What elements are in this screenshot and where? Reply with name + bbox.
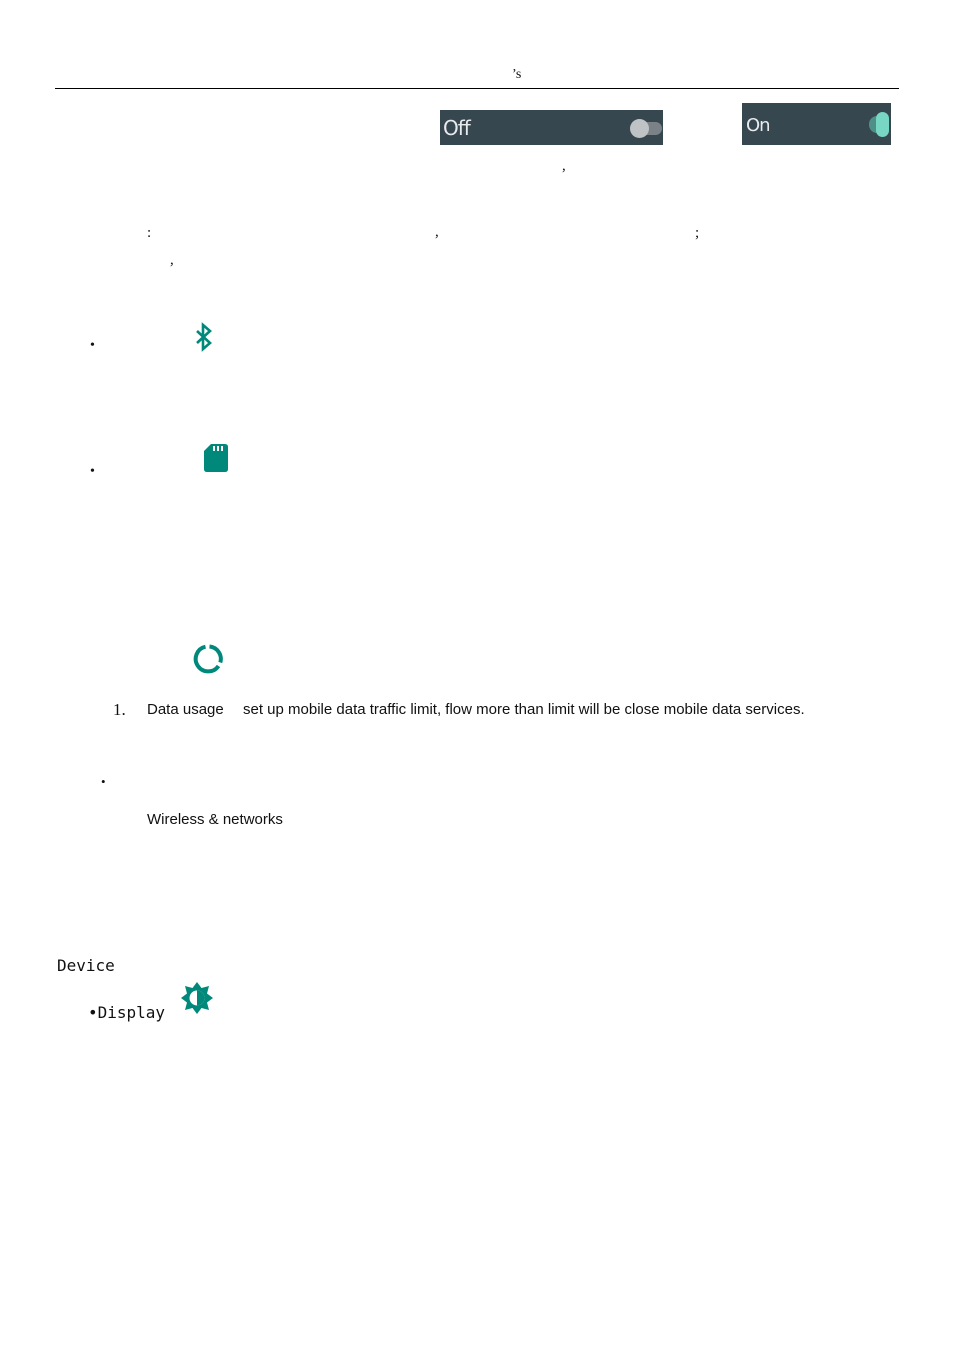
header-text: ’s <box>512 67 522 82</box>
toggle-on-thumb <box>876 112 889 137</box>
colon-mark: : <box>147 225 152 241</box>
list-bullet: • <box>101 774 106 789</box>
toggle-off-label: Off <box>443 116 470 140</box>
data-usage-description: set up mobile data traffic limit, flow more than limit will be close mobile data services. <box>243 701 805 718</box>
data-usage-icon <box>192 643 224 675</box>
toggle-on-label: On <box>746 115 770 136</box>
comma-mark: , <box>435 224 439 240</box>
bluetooth-icon <box>192 322 216 352</box>
list-bullet: • <box>90 338 95 353</box>
comma-mark: , <box>562 158 566 174</box>
toggle-off-example[interactable] <box>440 110 663 145</box>
wireless-networks-label: Wireless & networks <box>147 811 283 828</box>
semicolon-mark: ; <box>695 225 700 241</box>
device-heading: Device <box>57 956 115 975</box>
toggle-on-example[interactable] <box>742 103 891 145</box>
data-usage-title: Data usage <box>147 701 224 718</box>
comma-mark: , <box>170 252 174 268</box>
display-label: •Display <box>88 1003 166 1022</box>
list-bullet: • <box>90 464 95 479</box>
brightness-icon <box>180 981 214 1015</box>
toggle-off-thumb <box>630 119 649 138</box>
header-divider <box>55 88 899 89</box>
list-item-number: 1. <box>113 700 126 719</box>
sd-card-icon <box>204 443 228 473</box>
